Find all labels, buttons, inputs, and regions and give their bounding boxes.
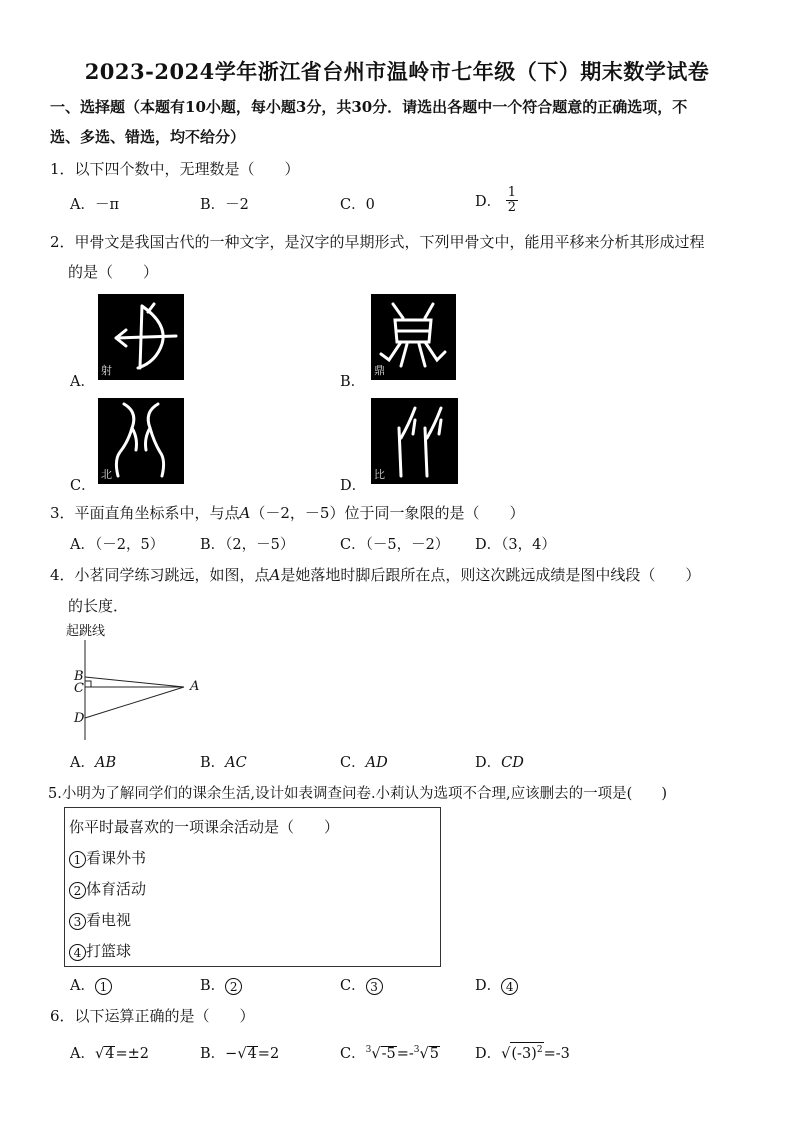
survey-box (64, 807, 441, 967)
q5-option-b (200, 974, 242, 995)
q2-option-d-label: D． (340, 478, 367, 494)
q6-option-c-mid: =- (396, 1046, 414, 1062)
q6-option-a-prefix: A． (70, 1046, 95, 1062)
fraction-numerator: 1 (507, 185, 517, 200)
q4-option-c (340, 751, 388, 772)
fraction (506, 186, 518, 215)
circled-number: 3 (366, 978, 383, 995)
survey-item (69, 940, 131, 961)
q6-stem: 6．以下运算正确的是（ ） (50, 1007, 255, 1025)
q4-stem-line1 (50, 564, 700, 585)
exponent: 2 (536, 1045, 543, 1056)
fraction-denominator: 2 (507, 200, 517, 215)
radicand: -5 (381, 1046, 396, 1062)
q3-point-label: A (239, 504, 251, 522)
q4-option-a-prefix: A． (70, 755, 95, 771)
q1-stem: 1．以下四个数中，无理数是（ ） (50, 160, 300, 178)
q4-option-b (200, 751, 247, 772)
q5-option-a (70, 974, 112, 995)
q3-stem (50, 502, 524, 523)
circled-number: 2 (69, 882, 86, 899)
radicand: 4 (105, 1046, 115, 1062)
oracle-bone-bi-icon (371, 398, 458, 484)
q3-option-c: C．（－5，－2） (340, 537, 450, 553)
q2-stem-line1: 2．甲骨文是我国古代的一种文字，是汉字的早期形式，下列甲骨文中，能用平移来分析其形成过程 (50, 233, 705, 251)
sqrt-sign: √ (237, 1046, 247, 1062)
circled-number: 2 (225, 978, 242, 995)
q5-option-d (475, 974, 518, 995)
long-jump-figure (64, 620, 214, 742)
q4-point-label: A (269, 566, 281, 584)
q3-option-d: D．（3，4） (475, 537, 556, 553)
oracle-bone-ding-icon (371, 294, 456, 380)
q1-option-c: C．0 (340, 197, 375, 213)
survey-item-text: 看电视 (86, 911, 132, 929)
q1-option-b: B．－2 (200, 197, 249, 213)
q1-option-a: A．－π (70, 197, 120, 213)
q3-option-b: B．（2，－5） (200, 537, 295, 553)
q4-option-a-value: AB (94, 755, 117, 771)
segment-ab (85, 677, 184, 687)
q1-option-d (475, 186, 518, 215)
oracle-caption-d: 比 (374, 468, 385, 481)
survey-item (69, 847, 146, 868)
q6-option-d-prefix: D． (475, 1046, 502, 1062)
circled-number: 1 (95, 978, 112, 995)
page-title: 2023-2024学年浙江省台州市温岭市七年级（下）期末数学试卷 (84, 59, 710, 84)
q5-option-c-prefix: C． (340, 978, 366, 994)
point-c-label: C (74, 681, 84, 696)
q2-option-a-label: A． (70, 374, 95, 390)
q4-stem-pre: 4．小茗同学练习跳远，如图，点 (50, 566, 270, 584)
survey-item (69, 909, 131, 930)
circled-number: 1 (69, 851, 86, 868)
q4-stem-post: 是她落地时脚后跟所在点，则这次跳远成绩是图中线段（ ） (280, 566, 701, 584)
q3-stem-post: （－2，－5）位于同一象限的是（ ） (250, 504, 525, 522)
q1-option-d-prefix: D． (475, 194, 502, 210)
right-angle-mark (85, 681, 91, 687)
q6-option-b-rest: =2 (257, 1046, 280, 1062)
point-d-label: D (74, 711, 85, 726)
oracle-caption-c: 北 (101, 468, 112, 481)
q4-option-d (475, 751, 524, 772)
q2-option-b-label: B． (340, 374, 366, 390)
circled-number: 4 (501, 978, 518, 995)
survey-item (69, 878, 146, 899)
q4-option-c-value: AD (365, 755, 388, 771)
q4-option-d-prefix: D． (475, 755, 502, 771)
q5-option-d-prefix: D． (475, 978, 502, 994)
q2-option-c-label: C． (70, 478, 96, 494)
point-a-label: A (190, 679, 200, 694)
q4-option-c-prefix: C． (340, 755, 366, 771)
root-index: 3 (413, 1045, 420, 1056)
survey-item-text: 看课外书 (86, 849, 147, 867)
radicand-base: (-3) (511, 1046, 537, 1062)
radicand: 4 (247, 1046, 257, 1062)
sqrt-sign: √ (371, 1046, 381, 1062)
sqrt-sign: √ (501, 1046, 511, 1062)
q5-option-b-prefix: B． (200, 978, 226, 994)
q4-option-b-prefix: B． (200, 755, 226, 771)
section-heading-line1: 一、选择题（本题有10小题，每小题3分，共30分．请选出各题中一个符合题意的正确选项，不 (50, 98, 688, 116)
q3-option-a: A．（－2，5） (70, 537, 165, 553)
survey-question: 你平时最喜欢的一项课余活动是（ ） (69, 818, 340, 836)
radicand: 5 (429, 1046, 439, 1062)
q4-option-b-value: AC (225, 755, 247, 771)
q6-option-a-rest: =±2 (115, 1046, 149, 1062)
q3-stem-pre: 3．平面直角坐标系中，与点 (50, 504, 240, 522)
q6-option-c-prefix: C． (340, 1046, 366, 1062)
q5-option-c (340, 974, 383, 995)
circled-number: 4 (69, 944, 86, 961)
sqrt-sign: √ (419, 1046, 429, 1062)
minus-sign: − (225, 1046, 238, 1062)
section-heading-line2: 选、多选、错选，均不给分） (50, 128, 246, 146)
q5-stem: 5.小明为了解同学们的课余生活,设计如表调查问卷.小莉认为选项不合理,应该删去的一项是( ) (48, 786, 667, 802)
q4-option-a (70, 751, 116, 772)
radicand (510, 1042, 543, 1061)
oracle-bone-bei-1-icon (98, 398, 184, 484)
survey-item-text: 体育活动 (86, 880, 147, 898)
q4-option-d-value: CD (501, 755, 524, 771)
q2-stem-line2: 的是（ ） (68, 263, 159, 281)
oracle-caption-a: 射 (101, 364, 112, 377)
survey-item-text: 打篮球 (86, 942, 132, 960)
sqrt-sign: √ (94, 1046, 105, 1062)
q6-option-b (200, 1042, 279, 1063)
q6-option-b-prefix: B． (200, 1046, 226, 1062)
circled-number: 3 (69, 913, 86, 930)
oracle-caption-b: 鼎 (374, 364, 385, 377)
q6-option-d (475, 1042, 570, 1063)
root-index: 3 (365, 1045, 372, 1056)
oracle-bone-she-icon (98, 294, 184, 380)
q5-option-a-prefix: A． (70, 978, 95, 994)
q4-stem-line2: 的长度． (68, 597, 129, 615)
q6-option-a (70, 1042, 149, 1063)
segment-ad (85, 687, 184, 718)
point-b-label: B (74, 669, 84, 684)
takeoff-line-label: 起跳线 (66, 624, 106, 639)
q6-option-c (340, 1042, 440, 1063)
q6-option-d-rest: =-3 (543, 1046, 570, 1062)
